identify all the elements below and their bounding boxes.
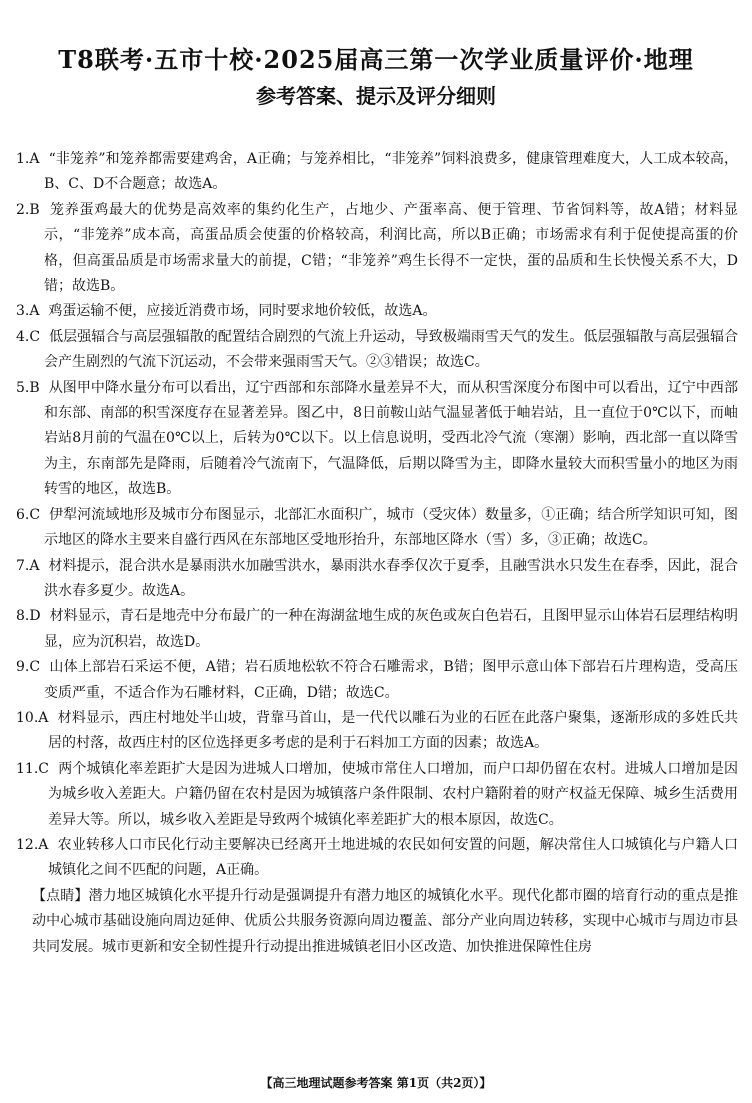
answer-list — [16, 147, 738, 960]
answer-explanation: 农业转移人口市民化行动主要解决已经离开土地进城的农民如何安置的问题，解决常住人口城镇化与户籍人口城镇化之间不匹配的问题，A正确。 — [48, 836, 739, 879]
answer-number: 5.B — [16, 379, 40, 396]
answer-number: 4.C — [16, 328, 41, 345]
answer-item — [16, 554, 738, 605]
answer-explanation: 从图甲中降水量分布可以看出，辽宁西部和东部降水量差异不大，而从积雪深度分布图中可以看出，辽宁中西部和东部、南部的积雪深度存在显著差异。图乙中，8日前鞍山站气温显著低于岫岩站，且一直位于0℃以下，而岫岩站8月前的气温在0℃以上，后转为0℃以下。以上信息说明，受西北冷气流（寒潮）影响，西北部一直以降雪为主，东南部先是降雨，后随着冷气流南下，气温降低，后期以降雪为主，即降水量较大而积雪量小的地区为雨转雪的地区，故选B。 — [44, 379, 739, 498]
answer-number: 3.A — [16, 303, 40, 320]
document-title: T8联考·五市十校·2025届高三第一次学业质量评价·地理 — [58, 45, 694, 74]
answer-explanation: 材料显示，青石是地壳中分布最广的一种在海湖盆地生成的灰色或灰白色岩石，且图甲显示山体岩石层理结构明显，应为沉积岩，故选D。 — [44, 608, 739, 650]
answer-number: 9.C — [16, 659, 41, 676]
answer-item — [16, 655, 738, 706]
answer-number: 10.A — [16, 709, 49, 726]
answer-number: 12.A — [16, 836, 49, 853]
answer-explanation: 伊犁河流域地形及城市分布图显示，北部汇水面积广，城市（受灾体）数量多，①正确；结合所学知识可知，图示地区的降水主要来自盛行西风在东部地区受地形抬升，东部地区降水（雪）多，③正确；故选C。 — [44, 506, 739, 549]
answer-explanation: 笼养蛋鸡最大的优势是高效率的集约化生产，占地少、产蛋率高、便于管理、节省饲料等，故A错；材料显示，“非笼养”成本高，高蛋品质会使蛋的价格较高，利润比高，所以B正确；市场需求有利于促使提高蛋的价格，但高蛋品质是市场需求量大的前提，C错；“非笼养”鸡生长得不一定快，蛋的品质和生长快慢关系不大，D错；故选B。 — [44, 201, 738, 295]
answer-item — [16, 757, 738, 833]
answer-explanation: “非笼养”和笼养都需要建鸡舍，A正确；与笼养相比，“非笼养”饲料浪费多，健康管理难度大，人工成本较高，B、C、D不合题意；故选A。 — [44, 151, 738, 193]
answer-item — [16, 503, 738, 554]
answer-number: 8.D — [16, 608, 41, 625]
answer-number: 11.C — [16, 760, 49, 777]
answer-explanation: 材料提示，混合洪水是暴雨洪水加融雪洪水，暴雨洪水春季仅次于夏季，且融雪洪水只发生在春季，因此，混合洪水春多夏少。故选A。 — [44, 557, 738, 599]
answer-item — [16, 833, 738, 884]
answer-number: 7.A — [16, 557, 40, 574]
answer-item — [16, 706, 738, 757]
answer-item — [16, 604, 738, 655]
answer-explanation: 材料显示，西庄村地处半山坡，背靠马首山，是一代代以雕石为业的石匠在此落户聚集，逐渐形成的多姓氏共居的村落，故西庄村的区位选择更多考虑的是利于石料加工方面的因素；故选A。 — [48, 709, 739, 752]
answer-number: 6.C — [16, 506, 41, 523]
answer-item — [16, 299, 738, 324]
answer-explanation: 鸡蛋运输不便，应接近消费市场，同时要求地价较低，故选A。 — [48, 303, 437, 320]
answer-item — [16, 147, 738, 198]
answer-explanation: 低层强辐合与高层强辐散的配置结合剧烈的气流上升运动，导致极端雨雪天气的发生。低层强辐散与高层强辐合会产生剧烈的气流下沉运动，不会带来强雨雪天气。②③错误；故选C。 — [44, 328, 739, 371]
answer-number: 1.A — [16, 151, 40, 167]
answer-item — [16, 198, 738, 300]
answer-explanation: 两个城镇化率差距扩大是因为进城人口增加，使城市常住人口增加，而户口却仍留在农村。进城人口增加是因为城乡收入差距大。户籍仍留在农村是因为城镇落户条件限制、农村户籍附着的财产权益无保障、城乡生活费用差异大等。所以，城乡收入差距是导致两个城镇化率差距扩大的根本原因，故选C。 — [48, 760, 738, 828]
answer-item — [16, 376, 738, 503]
answer-number: 2.B — [16, 201, 40, 218]
key-point-note: 【点睛】潜力地区城镇化水平提升行动是强调提升有潜力地区的城镇化水平。现代化都市圈的培育行动的重点是推动中心城市基础设施向周边延伸、优质公共服务资源向周边覆盖、部分产业向周边转移，实现中心城市与周边市县共同发展。城市更新和安全韧性提升行动提出推进城镇老旧小区改造、加快推进保障性住房 — [32, 887, 738, 955]
document-subtitle: 参考答案、提示及评分细则 — [256, 84, 496, 108]
answer-explanation: 山体上部岩石采运不便，A错；岩石质地松软不符合石雕需求，B错；图甲示意山体下部岩石片理构造，受高压变质严重，不适合作为石雕材料，C正确，D错；故选C。 — [44, 659, 738, 701]
page-footer: 【高三地理试题参考答案 第1页（共2页）】 — [260, 1076, 492, 1090]
answer-item — [16, 325, 738, 376]
